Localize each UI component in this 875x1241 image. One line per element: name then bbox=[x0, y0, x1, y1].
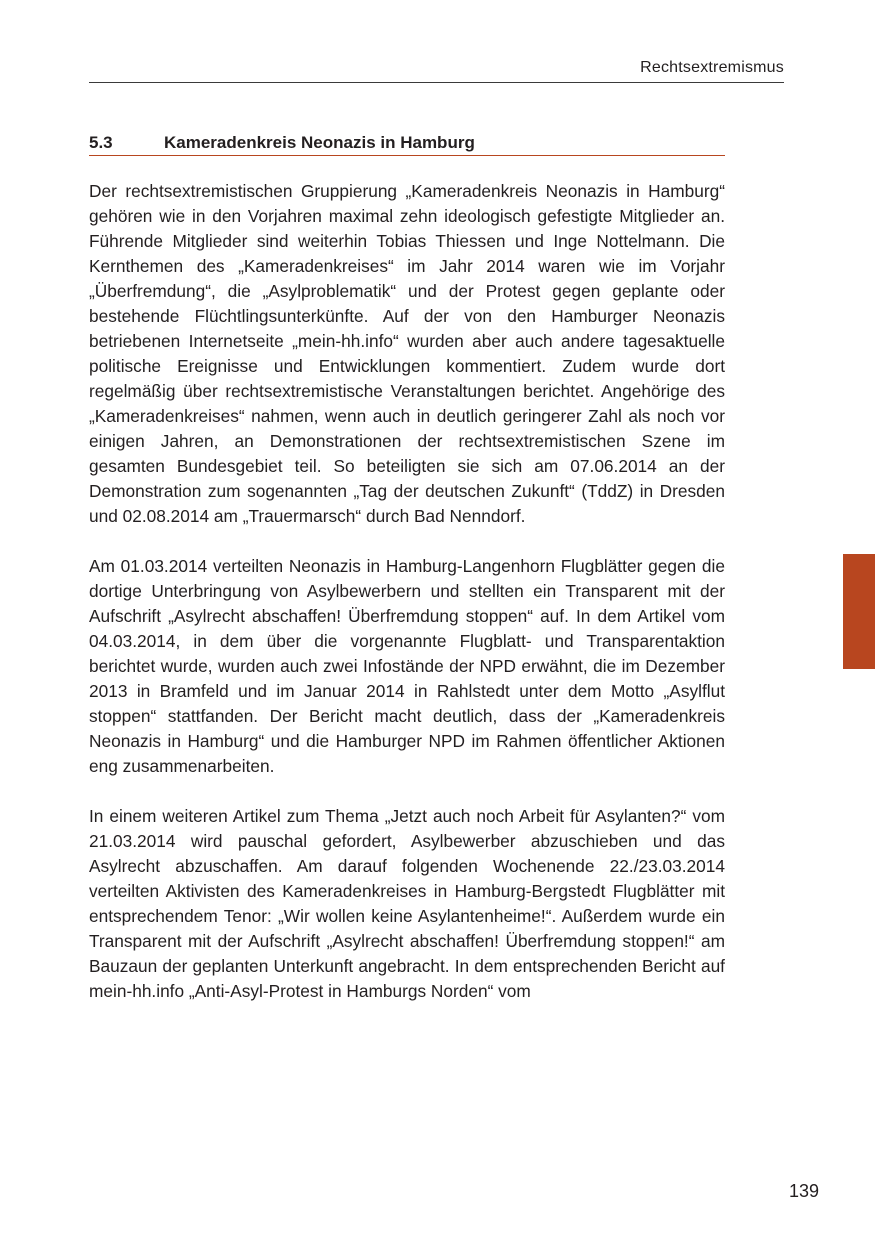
section-number: 5.3 bbox=[89, 133, 113, 152]
page-number: 139 bbox=[788, 1181, 819, 1201]
chapter-side-tab bbox=[843, 554, 875, 669]
paragraph: Am 01.03.2014 verteilten Neonazis in Hamburg-Langenhorn Flugblätter gegen die dortige Unterbringung von Asylbewerbern und stellten ein Transparent mit der Aufschrift „Asylrecht abschaffen! Überfremdung stoppen“ auf. In dem Artikel vom 04.03.2014, in dem über die vorgenannte Flugblatt- und Transparentaktion berichtet wurde, wurden auch zwei Infostände der NPD erwähnt, die im Dezember 2013 in Bramfeld und im Januar 2014 in Rahlstedt unter dem Motto „Asylflut stoppen“ stattfanden. Der Bericht macht deutlich, dass der „Kameradenkreis Neonazis in Hamburg“ und die Hamburger NPD im Rahmen öffentlicher Aktionen eng zusammenarbeiten. bbox=[89, 556, 725, 776]
section-title: Kameradenkreis Neonazis in Hamburg bbox=[164, 133, 475, 152]
running-title: Rechtsextremismus bbox=[640, 59, 784, 76]
paragraph: In einem weiteren Artikel zum Thema „Jetzt auch noch Arbeit für Asylanten?“ vom 21.03.2014 wird pauschal gefordert, Asylbewerber abzuschieben und das Asylrecht abzuschaffen. Am darauf folgenden Wochenende 22./23.03.2014 verteilten Aktivisten des Kameradenkreises in Hamburg-Bergstedt Flugblätter mit entsprechendem Tenor: „Wir wollen keine Asylantenheime!“. Außerdem wurde ein Transparent mit der Aufschrift „Asylrecht abschaffen! Überfremdung stoppen!“ am Bauzaun der geplanten Unterkunft angebracht. In dem entsprechenden Bericht auf mein-hh.info „Anti-Asyl-Protest in Hamburgs Norden“ vom bbox=[89, 806, 725, 1001]
body-text bbox=[89, 179, 725, 1029]
running-header bbox=[89, 58, 784, 83]
paragraph: Der rechtsextremistischen Gruppierung „Kameradenkreis Neonazis in Hamburg“ gehören wie in den Vorjahren maximal zehn ideologisch gefestigte Mitglieder an. Führende Mitglieder sind weiterhin Tobias Thiessen und Inge Nottelmann. Die Kernthemen des „Kameradenkreises“ im Jahr 2014 waren wie im Vorjahr „Überfremdung“, die „Asylproblematik“ und der Protest gegen geplante oder bestehende Flüchtlingsunterkünfte. Auf der von den Hamburger Neonazis betriebenen Internetseite „mein-hh.info“ wurden aber auch andere tagesaktuelle politische Ereignisse und Entwicklungen kommentiert. Zudem wurde dort regelmäßig über rechtsextremistische Veranstaltungen berichtet. Angehörige des „Kameradenkreises“ nahmen, wenn auch in deutlich geringerer Zahl als noch vor einigen Jahren, an Demonstrationen der rechtsextremistischen Szene im gesamten Bundesgebiet teil. So beteiligten sie sich am 07.06.2014 an der Demonstration zum sogenannten „Tag der deutschen Zukunft“ (TddZ) in Dresden und 02.08.2014 am „Trauermarsch“ durch Bad Nenndorf. bbox=[89, 181, 725, 526]
section-heading bbox=[89, 131, 725, 156]
